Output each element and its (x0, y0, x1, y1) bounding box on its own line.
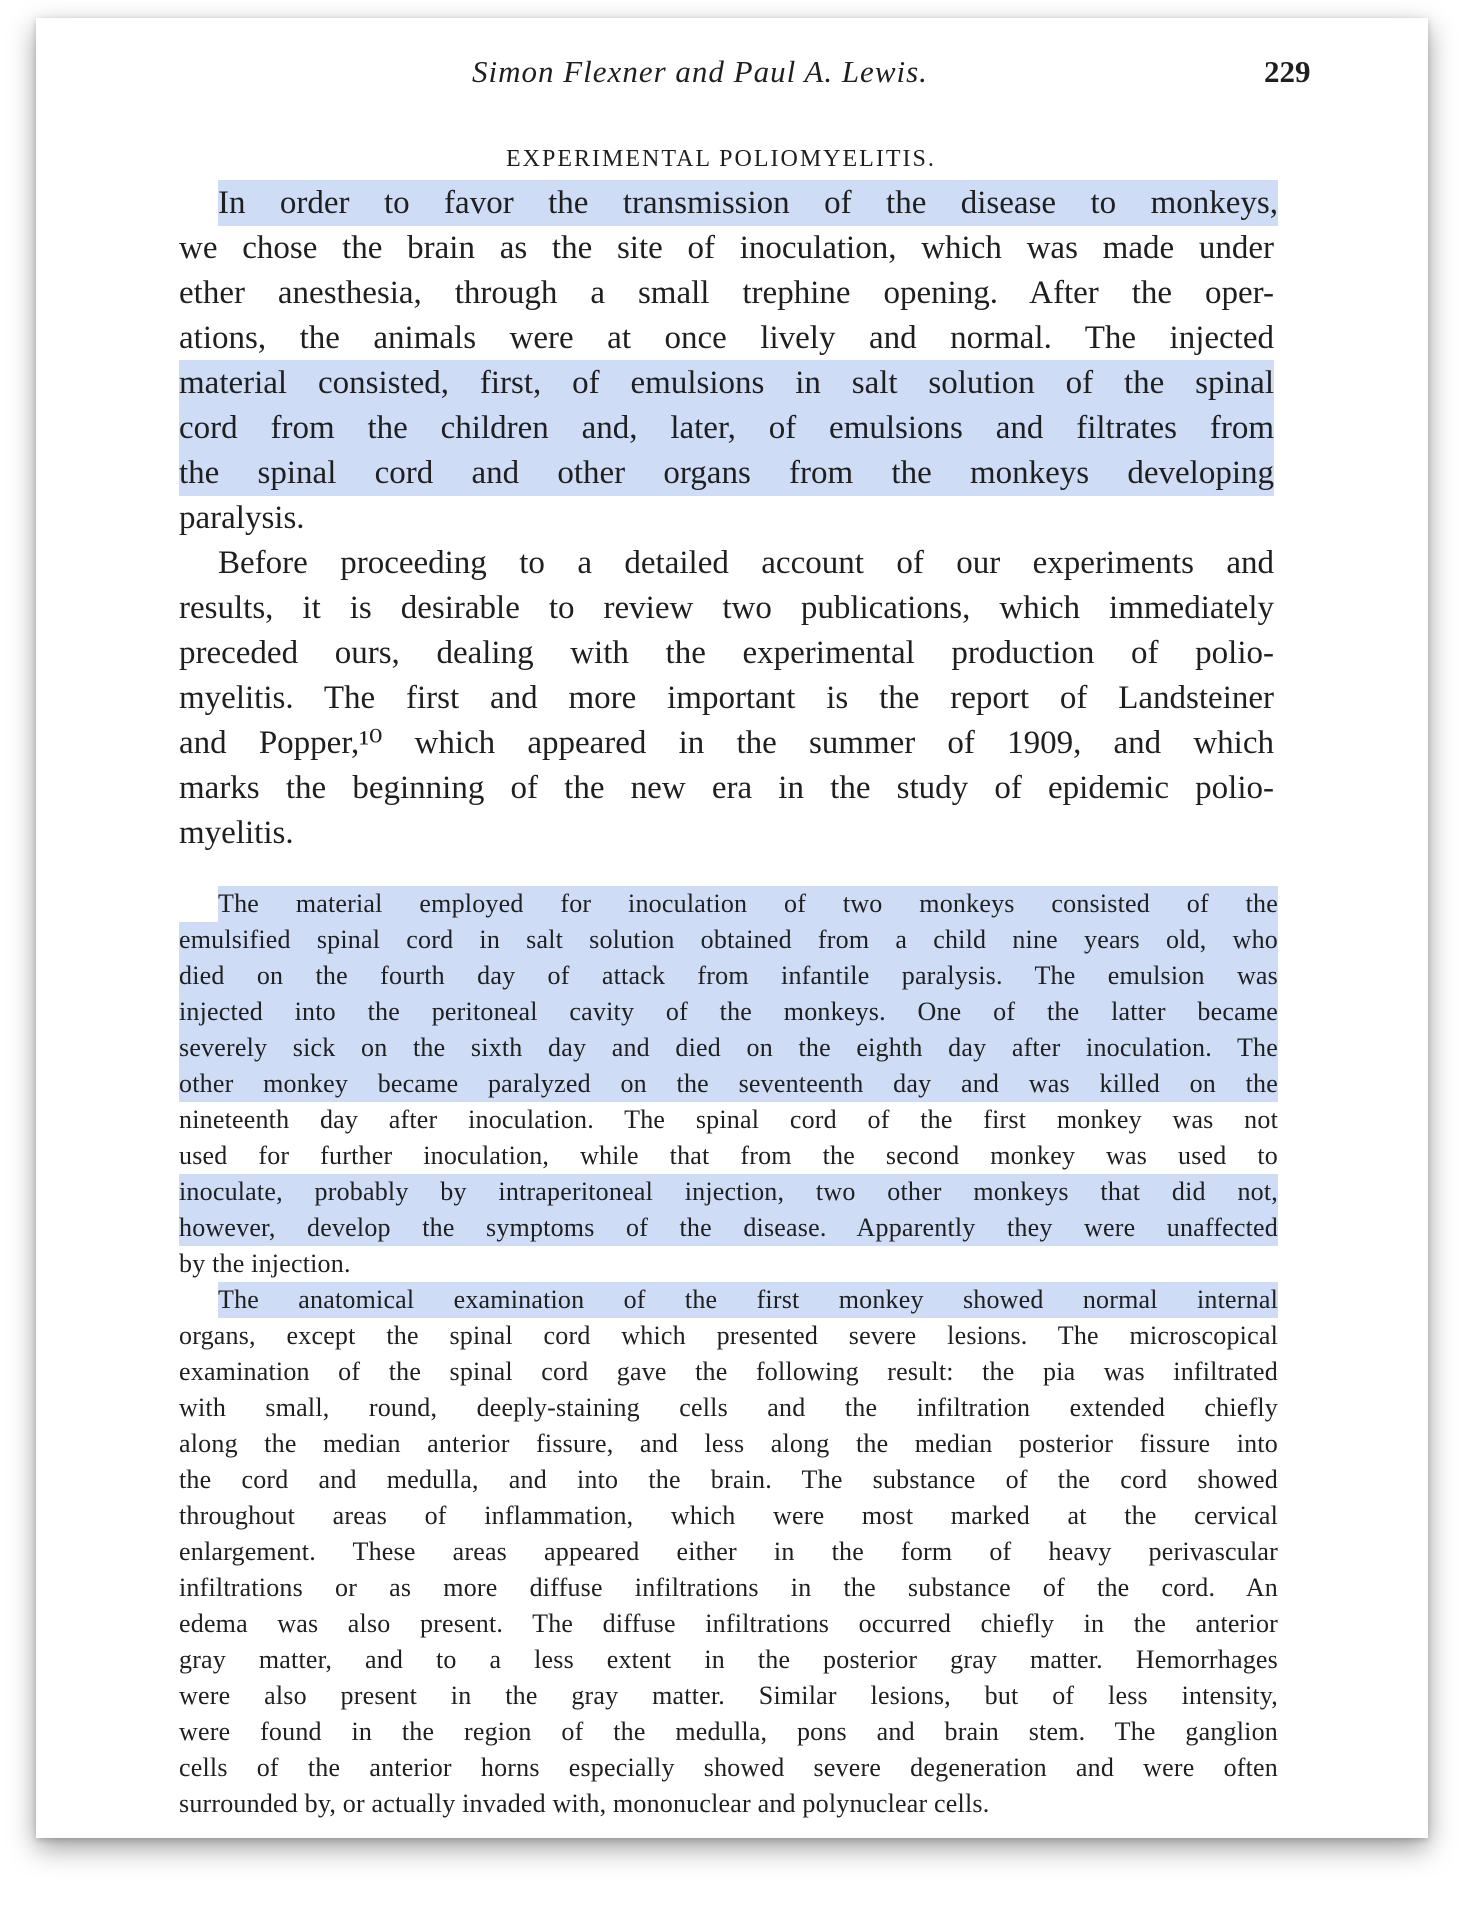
paragraph-4-line-10: edema was also present. The diffuse infiltrations occurred chiefly in the anterior (179, 1609, 1278, 1638)
page-number: 229 (1264, 54, 1311, 89)
paragraph-3-line-11: by the injection. (179, 1249, 351, 1278)
paragraph-4-line-11: gray matter, and to a less extent in the posterior gray matter. Hemorrhages (179, 1645, 1278, 1674)
paragraph-1-line-1: In order to favor the transmission of the disease to monkeys, (218, 180, 1278, 226)
paragraph-2-line-2: results, it is desirable to review two publications, which immediately (179, 590, 1274, 626)
paragraph-2-line-5: and Popper,¹⁰ which appeared in the summer of 1909, and which (179, 725, 1274, 761)
paragraph-2-line-7: myelitis. (179, 815, 294, 851)
paragraph-3-line-3: died on the fourth day of attack from infantile paralysis. The emulsion was (179, 958, 1278, 994)
paragraph-2-line-4: myelitis. The first and more important is the report of Landsteiner (179, 680, 1274, 716)
paragraph-1-line-5: material consisted, first, of emulsions in salt solution of the spinal (179, 360, 1274, 406)
paragraph-4-line-8: enlargement. These areas appeared either in the form of heavy perivascular (179, 1537, 1278, 1566)
paragraph-4-line-4: with small, round, deeply-staining cells and the infiltration extended chiefly (179, 1393, 1278, 1422)
paragraph-3-line-1: The material employed for inoculation of two monkeys consisted of the (218, 886, 1278, 922)
paragraph-2-line-1: Before proceeding to a detailed account of our experiments and (218, 545, 1274, 581)
paragraph-3-line-4: injected into the peritoneal cavity of the monkeys. One of the latter became (179, 994, 1278, 1030)
paragraph-1-line-8: paralysis. (179, 500, 305, 536)
paragraph-4-line-13: were found in the region of the medulla, pons and brain stem. The ganglion (179, 1717, 1278, 1746)
paragraph-4-line-15: surrounded by, or actually invaded with, mononuclear and polynuclear cells. (179, 1789, 990, 1818)
paragraph-4-line-7: throughout areas of inflammation, which were most marked at the cervical (179, 1501, 1278, 1530)
paragraph-4-line-5: along the median anterior fissure, and less along the median posterior fissure into (179, 1429, 1278, 1458)
paragraph-3-line-6: other monkey became paralyzed on the seventeenth day and was killed on the (179, 1066, 1278, 1102)
paragraph-4-line-14: cells of the anterior horns especially showed severe degeneration and were often (179, 1753, 1278, 1782)
paragraph-4-line-6: the cord and medulla, and into the brain. The substance of the cord showed (179, 1465, 1278, 1494)
section-title: EXPERIMENTAL POLIOMYELITIS. (506, 146, 936, 172)
paragraph-3-line-7: nineteenth day after inoculation. The spinal cord of the first monkey was not (179, 1105, 1278, 1134)
document-page (36, 18, 1428, 1838)
paragraph-3-line-5: severely sick on the sixth day and died on the eighth day after inoculation. The (179, 1030, 1278, 1066)
paragraph-2-line-6: marks the beginning of the new era in the study of epidemic polio- (179, 770, 1274, 806)
paragraph-3-line-8: used for further inoculation, while that from the second monkey was used to (179, 1141, 1278, 1170)
paragraph-3-line-10: however, develop the symptoms of the disease. Apparently they were unaffected (179, 1210, 1278, 1246)
paragraph-1-line-4: ations, the animals were at once lively and normal. The injected (179, 320, 1274, 356)
running-head: Simon Flexner and Paul A. Lewis. (472, 54, 928, 89)
paragraph-4-line-1: The anatomical examination of the first monkey showed normal internal (218, 1282, 1278, 1318)
paragraph-4-line-12: were also present in the gray matter. Similar lesions, but of less intensity, (179, 1681, 1278, 1710)
paragraph-4-line-9: infiltrations or as more diffuse infiltrations in the substance of the cord. An (179, 1573, 1278, 1602)
paragraph-1-line-3: ether anesthesia, through a small trephine opening. After the oper- (179, 275, 1274, 311)
paragraph-2-line-3: preceded ours, dealing with the experimental production of polio- (179, 635, 1274, 671)
paragraph-4-line-3: examination of the spinal cord gave the following result: the pia was infiltrated (179, 1357, 1278, 1386)
paragraph-3-line-9: inoculate, probably by intraperitoneal injection, two other monkeys that did not, (179, 1174, 1278, 1210)
paragraph-4-line-2: organs, except the spinal cord which presented severe lesions. The microscopical (179, 1321, 1278, 1350)
paragraph-1-line-7: the spinal cord and other organs from the monkeys developing (179, 450, 1274, 496)
paragraph-1-line-2: we chose the brain as the site of inoculation, which was made under (179, 230, 1274, 266)
paragraph-1-line-6: cord from the children and, later, of emulsions and filtrates from (179, 405, 1274, 451)
paragraph-3-line-2: emulsified spinal cord in salt solution obtained from a child nine years old, who (179, 922, 1278, 958)
